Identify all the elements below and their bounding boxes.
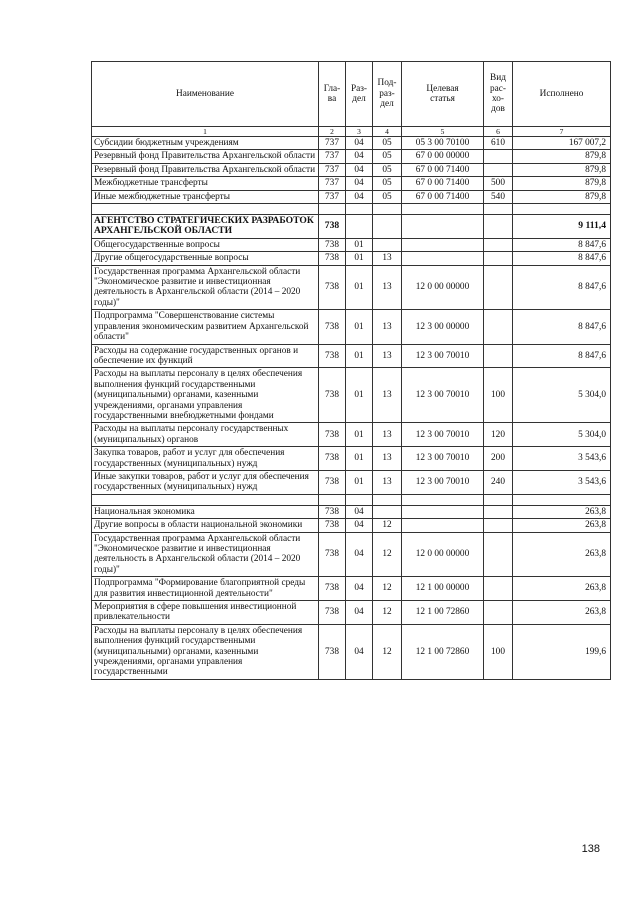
cell-executed: 263,8 [513,519,611,532]
cell-name: Подпрограмма "Формирование благоприятной среды для развития инвестиционной деятельности" [92,577,319,601]
cell-target-article: 12 3 00 70010 [402,344,484,368]
table-row [92,601,611,625]
empty-cell [513,494,611,505]
column-number: 6 [484,127,513,137]
empty-cell [402,204,484,215]
cell-executed: 8 847,6 [513,344,611,368]
cell-target-article: 67 0 00 71400 [402,177,484,190]
cell-executed: 879,8 [513,163,611,176]
cell-expense-type: 200 [484,447,513,471]
cell-expense-type [484,601,513,625]
cell-name: Субсидии бюджетным учреждениям [92,137,319,150]
cell-podrazdel: 13 [373,368,402,423]
column-number: 3 [346,127,373,137]
cell-glava: 737 [319,150,346,163]
cell-glava: 738 [319,519,346,532]
budget-table [91,61,611,680]
cell-glava: 738 [319,577,346,601]
cell-glava: 738 [319,447,346,471]
cell-razdel: 01 [346,238,373,251]
cell-target-article: 12 0 00 00000 [402,532,484,577]
cell-podrazdel: 12 [373,577,402,601]
cell-executed: 8 847,6 [513,252,611,265]
cell-executed: 879,8 [513,190,611,203]
cell-razdel: 01 [346,368,373,423]
table-row [92,190,611,203]
cell-expense-type [484,532,513,577]
table-body [92,137,611,680]
cell-razdel [346,215,373,239]
cell-expense-type [484,163,513,176]
cell-glava: 738 [319,505,346,518]
cell-razdel: 01 [346,265,373,310]
cell-target-article: 12 1 00 72860 [402,624,484,679]
cell-target-article: 05 3 00 70100 [402,137,484,150]
cell-name: Расходы на выплаты персоналу в целях обеспечения выполнения функций государственными (муниципальными) органами, казенными учреждениями, органами управления государственными [92,624,319,679]
empty-cell [373,204,402,215]
cell-name: АГЕНТСТВО СТРАТЕГИЧЕСКИХ РАЗРАБОТОК АРХАНГЕЛЬСКОЙ ОБЛАСТИ [92,215,319,239]
cell-glava: 738 [319,344,346,368]
cell-razdel: 04 [346,505,373,518]
cell-expense-type [484,215,513,239]
header-executed: Исполнено [513,62,611,127]
cell-name: Расходы на выплаты персоналу в целях обеспечения выполнения функций государственными (муниципальными) органами, казенными учреждениями, органами управления государственными внебюджетными фондами [92,368,319,423]
cell-glava: 738 [319,601,346,625]
column-number: 7 [513,127,611,137]
header-expense-type: Вид рас- хо- дов [484,62,513,127]
table-row [92,310,611,344]
table-row [92,368,611,423]
cell-razdel: 01 [346,310,373,344]
empty-cell [319,204,346,215]
cell-razdel: 01 [346,344,373,368]
cell-razdel: 04 [346,177,373,190]
cell-executed: 263,8 [513,601,611,625]
cell-name: Государственная программа Архангельской области "Экономическое развитие и инвестиционная деятельность в Архангельской области (2014 – 2020 годы)" [92,265,319,310]
cell-podrazdel [373,215,402,239]
table-row [92,423,611,447]
cell-razdel: 04 [346,150,373,163]
cell-podrazdel: 13 [373,423,402,447]
cell-executed: 8 847,6 [513,310,611,344]
cell-podrazdel: 13 [373,310,402,344]
cell-glava: 738 [319,310,346,344]
column-number: 4 [373,127,402,137]
cell-target-article: 12 3 00 70010 [402,470,484,494]
cell-name: Мероприятия в сфере повышения инвестиционной привлекательности [92,601,319,625]
cell-name: Подпрограмма "Совершенствование системы управления экономическим развитием Архангельской области" [92,310,319,344]
cell-name: Резервный фонд Правительства Архангельской области [92,163,319,176]
cell-name: Расходы на содержание государственных органов и обеспечение их функций [92,344,319,368]
cell-expense-type: 240 [484,470,513,494]
cell-target-article: 12 0 00 00000 [402,265,484,310]
cell-razdel: 04 [346,519,373,532]
cell-name: Другие вопросы в области национальной экономики [92,519,319,532]
cell-razdel: 04 [346,137,373,150]
cell-target-article: 12 1 00 72860 [402,601,484,625]
cell-podrazdel [373,238,402,251]
empty-cell [484,494,513,505]
table-row [92,265,611,310]
table-row [92,577,611,601]
column-number: 2 [319,127,346,137]
cell-target-article: 12 1 00 00000 [402,577,484,601]
cell-target-article: 12 3 00 00000 [402,310,484,344]
cell-expense-type [484,310,513,344]
cell-executed: 199,6 [513,624,611,679]
cell-razdel: 04 [346,532,373,577]
cell-razdel: 04 [346,190,373,203]
header-podrazdel: Под- раз- дел [373,62,402,127]
cell-executed: 879,8 [513,150,611,163]
cell-podrazdel: 13 [373,447,402,471]
table-row [92,252,611,265]
cell-executed: 263,8 [513,577,611,601]
cell-name: Общегосударственные вопросы [92,238,319,251]
cell-glava: 737 [319,190,346,203]
cell-executed: 3 543,6 [513,447,611,471]
header-name: Наименование [92,62,319,127]
cell-glava: 737 [319,163,346,176]
cell-glava: 737 [319,177,346,190]
spacer-row [92,494,611,505]
cell-executed: 167 007,2 [513,137,611,150]
cell-expense-type [484,150,513,163]
cell-target-article: 67 0 00 71400 [402,163,484,176]
empty-cell [346,494,373,505]
cell-executed: 5 304,0 [513,423,611,447]
cell-target-article [402,238,484,251]
cell-name: Межбюджетные трансферты [92,177,319,190]
table-header-row [92,62,611,127]
cell-expense-type [484,505,513,518]
cell-razdel: 01 [346,423,373,447]
cell-razdel: 01 [346,470,373,494]
cell-name: Другие общегосударственные вопросы [92,252,319,265]
cell-executed: 8 847,6 [513,265,611,310]
table-row [92,238,611,251]
cell-glava: 738 [319,238,346,251]
table-row [92,519,611,532]
cell-executed: 9 111,4 [513,215,611,239]
empty-cell [92,494,319,505]
cell-executed: 263,8 [513,505,611,518]
cell-razdel: 01 [346,252,373,265]
cell-glava: 738 [319,252,346,265]
cell-expense-type [484,519,513,532]
column-number: 1 [92,127,319,137]
cell-expense-type [484,265,513,310]
cell-glava: 737 [319,137,346,150]
table-row [92,447,611,471]
cell-glava: 738 [319,423,346,447]
cell-podrazdel: 05 [373,137,402,150]
cell-razdel: 04 [346,163,373,176]
cell-target-article: 12 3 00 70010 [402,368,484,423]
cell-name: Расходы на выплаты персоналу государственных (муниципальных) органов [92,423,319,447]
cell-expense-type: 610 [484,137,513,150]
cell-razdel: 04 [346,601,373,625]
cell-target-article: 67 0 00 71400 [402,190,484,203]
cell-expense-type [484,577,513,601]
table-row [92,137,611,150]
empty-cell [373,494,402,505]
cell-name: Резервный фонд Правительства Архангельской области [92,150,319,163]
column-number: 5 [402,127,484,137]
empty-cell [484,204,513,215]
cell-podrazdel: 05 [373,190,402,203]
cell-expense-type: 100 [484,368,513,423]
cell-name: Закупка товаров, работ и услуг для обеспечения государственных (муниципальных) нужд [92,447,319,471]
header-razdel: Раз- дел [346,62,373,127]
table-row [92,177,611,190]
cell-executed: 8 847,6 [513,238,611,251]
cell-executed: 5 304,0 [513,368,611,423]
cell-glava: 738 [319,624,346,679]
cell-glava: 738 [319,532,346,577]
cell-expense-type [484,344,513,368]
cell-name: Национальная экономика [92,505,319,518]
cell-expense-type [484,252,513,265]
cell-podrazdel: 12 [373,532,402,577]
cell-podrazdel: 05 [373,177,402,190]
cell-target-article: 12 3 00 70010 [402,447,484,471]
cell-podrazdel: 05 [373,150,402,163]
cell-podrazdel: 13 [373,265,402,310]
cell-target-article [402,215,484,239]
cell-razdel: 01 [346,447,373,471]
cell-glava: 738 [319,470,346,494]
table-row [92,624,611,679]
cell-executed: 3 543,6 [513,470,611,494]
cell-target-article [402,505,484,518]
table-row [92,150,611,163]
cell-expense-type: 120 [484,423,513,447]
cell-name: Иные закупки товаров, работ и услуг для обеспечения государственных (муниципальных) нужд [92,470,319,494]
cell-podrazdel [373,505,402,518]
cell-name: Иные межбюджетные трансферты [92,190,319,203]
table-row [92,215,611,239]
cell-podrazdel: 12 [373,601,402,625]
cell-target-article [402,252,484,265]
table-row [92,470,611,494]
empty-cell [402,494,484,505]
cell-podrazdel: 13 [373,252,402,265]
empty-cell [346,204,373,215]
spacer-row [92,204,611,215]
cell-expense-type: 100 [484,624,513,679]
cell-glava: 738 [319,368,346,423]
cell-podrazdel: 12 [373,624,402,679]
empty-cell [513,204,611,215]
cell-glava: 738 [319,265,346,310]
cell-podrazdel: 13 [373,344,402,368]
cell-expense-type: 540 [484,190,513,203]
table-row [92,163,611,176]
column-number-row [92,127,611,137]
cell-podrazdel: 12 [373,519,402,532]
cell-target-article: 12 3 00 70010 [402,423,484,447]
cell-razdel: 04 [346,624,373,679]
cell-expense-type [484,238,513,251]
empty-cell [319,494,346,505]
cell-glava: 738 [319,215,346,239]
cell-target-article: 67 0 00 00000 [402,150,484,163]
header-target-article: Целевая статья [402,62,484,127]
empty-cell [92,204,319,215]
cell-name: Государственная программа Архангельской области "Экономическое развитие и инвестиционная деятельность в Архангельской области (2014 – 2020 годы)" [92,532,319,577]
table-row [92,505,611,518]
cell-target-article [402,519,484,532]
table-row [92,532,611,577]
cell-executed: 879,8 [513,177,611,190]
header-glava: Гла- ва [319,62,346,127]
table-row [92,344,611,368]
cell-podrazdel: 13 [373,470,402,494]
cell-podrazdel: 05 [373,163,402,176]
cell-razdel: 04 [346,577,373,601]
page-number: 138 [581,843,600,855]
cell-executed: 263,8 [513,532,611,577]
cell-expense-type: 500 [484,177,513,190]
